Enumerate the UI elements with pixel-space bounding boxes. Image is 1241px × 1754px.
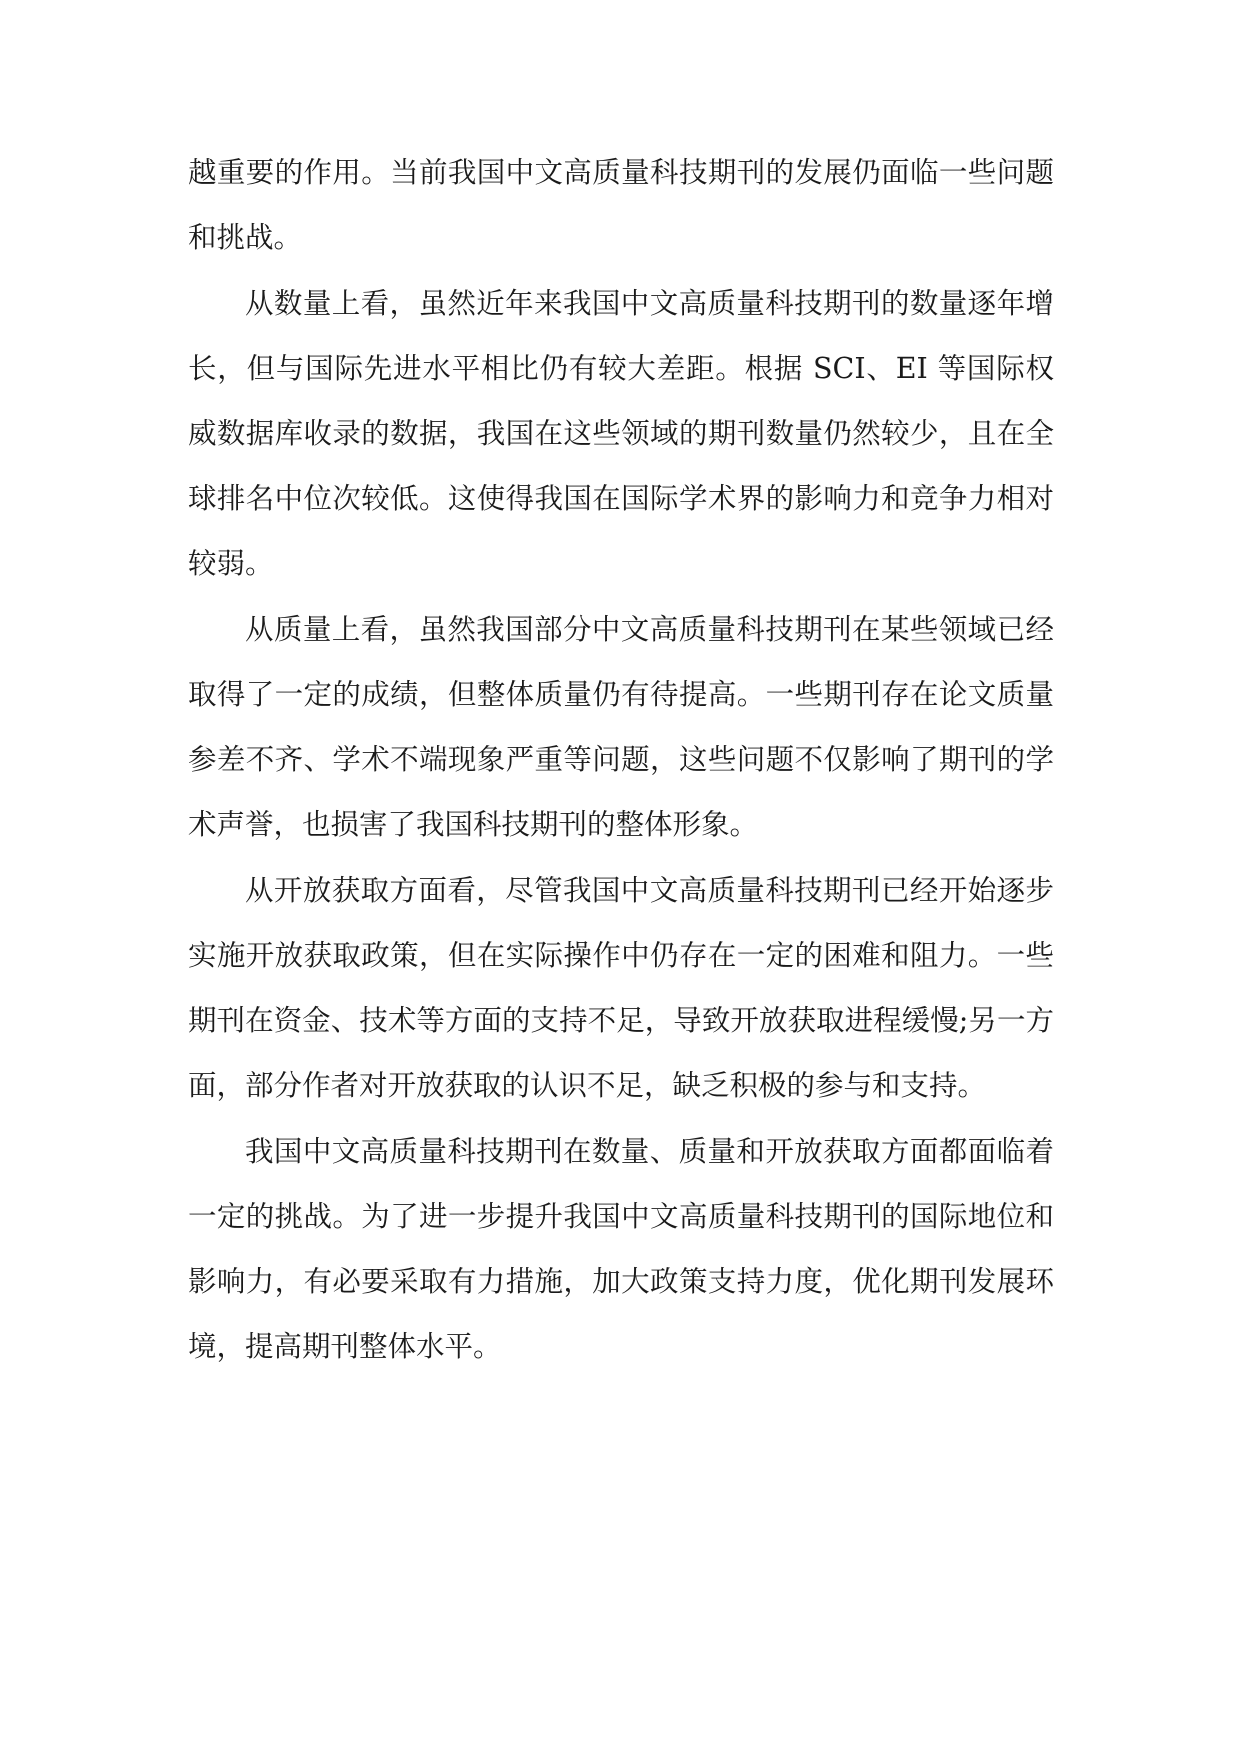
document-body (188, 140, 1054, 1380)
paragraph-quantity: 从数量上看，虽然近年来我国中文高质量科技期刊的数量逐年增长，但与国际先进水平相比仍有较大差距。根据 SCI、EI 等国际权威数据库收录的数据，我国在这些领域的期刊数量仍然较少，且在全球排名中位次较低。这使得我国在国际学术界的影响力和竞争力相对较弱。 (188, 287, 1054, 580)
paragraph-continuation: 越重要的作用。当前我国中文高质量科技期刊的发展仍面临一些问题和挑战。 (188, 156, 1054, 254)
paragraph-open-access: 从开放获取方面看，尽管我国中文高质量科技期刊已经开始逐步实施开放获取政策，但在实际操作中仍存在一定的困难和阻力。一些期刊在资金、技术等方面的支持不足，导致开放获取进程缓慢;另一方面，部分作者对开放获取的认识不足，缺乏积极的参与和支持。 (188, 874, 1054, 1102)
paragraph-quality: 从质量上看，虽然我国部分中文高质量科技期刊在某些领域已经取得了一定的成绩，但整体质量仍有待提高。一些期刊存在论文质量参差不齐、学术不端现象严重等问题，这些问题不仅影响了期刊的学术声誉，也损害了我国科技期刊的整体形象。 (188, 613, 1054, 841)
paragraph-conclusion: 我国中文高质量科技期刊在数量、质量和开放获取方面都面临着一定的挑战。为了进一步提升我国中文高质量科技期刊的国际地位和影响力，有必要采取有力措施，加大政策支持力度，优化期刊发展环境，提高期刊整体水平。 (188, 1135, 1054, 1363)
